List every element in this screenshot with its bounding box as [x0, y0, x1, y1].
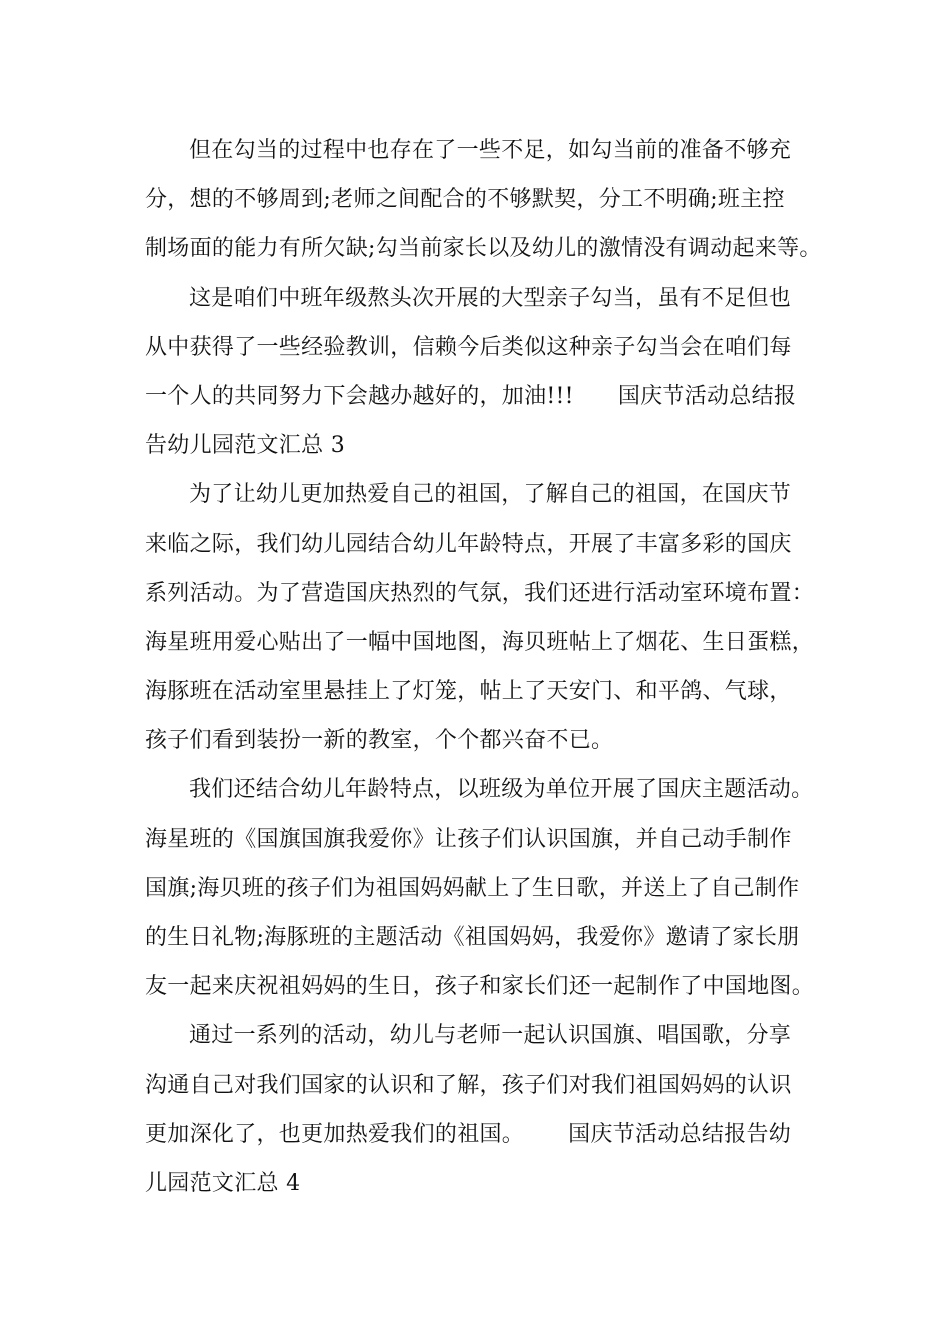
text-line: 这是咱们中班年级熬头次开展的大型亲子勾当，虽有不足但也 — [189, 285, 792, 311]
text-line: 但在勾当的过程中也存在了一些不足，如勾当前的准备不够充 — [189, 138, 792, 163]
text-line: 来临之际，我们幼儿园结合幼儿年龄特点，开展了丰富多彩的国庆 — [145, 531, 792, 557]
text-segment: 更加深化了，也更加热爱我们的祖国。 — [145, 1121, 525, 1147]
text-line-with-heading — [145, 372, 810, 421]
document-body — [145, 126, 822, 1208]
text-line: 孩子们看到装扮一新的教室，个个都兴奋不已。 — [145, 728, 614, 754]
text-line: 海星班用爱心贴出了一幅中国地图，海贝班帖上了烟花、生日蛋糕， — [145, 629, 815, 655]
text-line: 友一起来庆祝祖妈妈的生日，孩子和家长们还一起制作了中国地图。 — [145, 974, 815, 1000]
text-line: 海豚班在活动室里悬挂上了灯笼，帖上了天安门、和平鸽、气球， — [145, 679, 792, 705]
text-line: 制场面的能力有所欠缺;勾当前家长以及幼儿的激情没有调动起来等。 — [145, 236, 822, 262]
text-line: 我们还结合幼儿年龄特点，以班级为单位开展了国庆主题活动。 — [189, 777, 814, 803]
section-heading-part: 儿园范文汇总 4 — [145, 1170, 301, 1196]
text-segment: 一个人的共同努力下会越办越好的，加油!!! — [145, 383, 574, 409]
section-heading-part: 告幼儿园范文汇总 3 — [145, 433, 345, 459]
text-line: 沟通自己对我们国家的认识和了解，孩子们对我们祖国妈妈的认识 — [145, 1072, 792, 1098]
text-line: 通过一系列的活动，幼儿与老师一起认识国旗、唱国歌，分享 — [189, 1023, 792, 1049]
text-line: 从中获得了一些经验教训，信赖今后类似这种亲子勾当会在咱们每 — [145, 334, 792, 360]
text-line: 系列活动。为了营造国庆热烈的气氛，我们还进行活动室环境布置： — [145, 580, 815, 606]
section-heading-part: 国庆节活动总结报 — [617, 383, 797, 409]
text-line-with-heading — [145, 1110, 810, 1159]
text-line: 国旗;海贝班的孩子们为祖国妈妈献上了生日歌，并送上了自己制作 — [145, 875, 800, 901]
section-heading-part: 国庆节活动总结报告幼 — [568, 1121, 792, 1147]
text-line: 分，想的不够周到;老师之间配合的不够默契，分工不明确;班主控 — [145, 187, 785, 213]
text-line: 为了让幼儿更加热爱自己的祖国，了解自己的祖国，在国庆节 — [189, 482, 792, 508]
text-line: 的生日礼物;海豚班的主题活动《祖国妈妈，我爱你》邀请了家长朋 — [145, 925, 800, 950]
text-line: 海星班的《国旗国旗我爱你》让孩子们认识国旗，并自己动手制作 — [145, 826, 792, 852]
